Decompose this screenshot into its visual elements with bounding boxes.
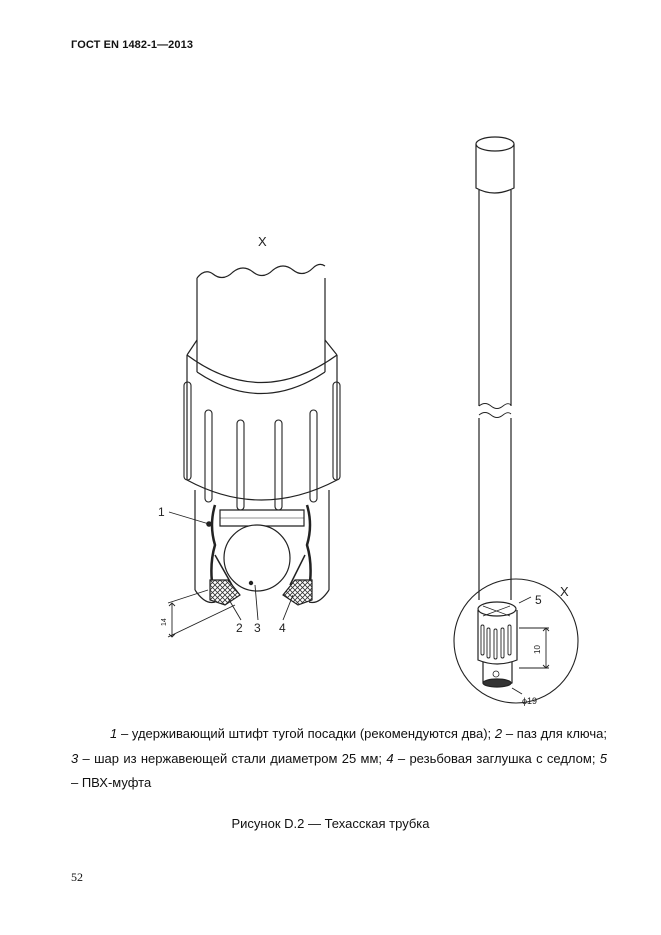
- document-header: ГОСТ EN 1482-1—2013: [71, 39, 194, 51]
- view-x-label-left: X: [258, 234, 267, 249]
- figure-legend: [71, 722, 607, 796]
- full-tube-view: [454, 137, 578, 703]
- figure-title: Рисунок D.2 — Техасская трубка: [231, 816, 430, 831]
- knurl-slots: [184, 382, 340, 510]
- dimension-14: 14: [161, 618, 168, 626]
- callout-4: 4: [279, 621, 286, 635]
- callout-3: 3: [254, 621, 261, 635]
- callout-1: 1: [158, 505, 165, 519]
- legend-num-2: 2: [494, 726, 503, 741]
- dimension-10: 10: [533, 645, 542, 654]
- callout-5: 5: [535, 593, 542, 607]
- callout-2: 2: [236, 621, 243, 635]
- legend-text-1: – удерживающий штифт тугой посадки (рекомендуются два);: [117, 726, 495, 741]
- legend-num-4: 4: [386, 750, 394, 766]
- legend-num-5: 5: [599, 750, 608, 766]
- legend-text-2: – паз для ключа;: [502, 726, 607, 741]
- legend-num-3: 3: [71, 750, 79, 766]
- dimension-diameter-19: ϕ19: [522, 696, 538, 706]
- legend-text-5: – ПВХ-муфта: [71, 775, 152, 790]
- view-x-label-right: X: [560, 584, 569, 599]
- legend-text-4: – резьбовая заглушка с седлом;: [393, 750, 600, 766]
- page-number: 52: [71, 870, 83, 884]
- legend-num-1: 1: [110, 726, 118, 741]
- detail-view-x: [184, 264, 340, 605]
- legend-text-3: – шар из нержавеющей стали диаметром 25 мм;: [78, 750, 387, 766]
